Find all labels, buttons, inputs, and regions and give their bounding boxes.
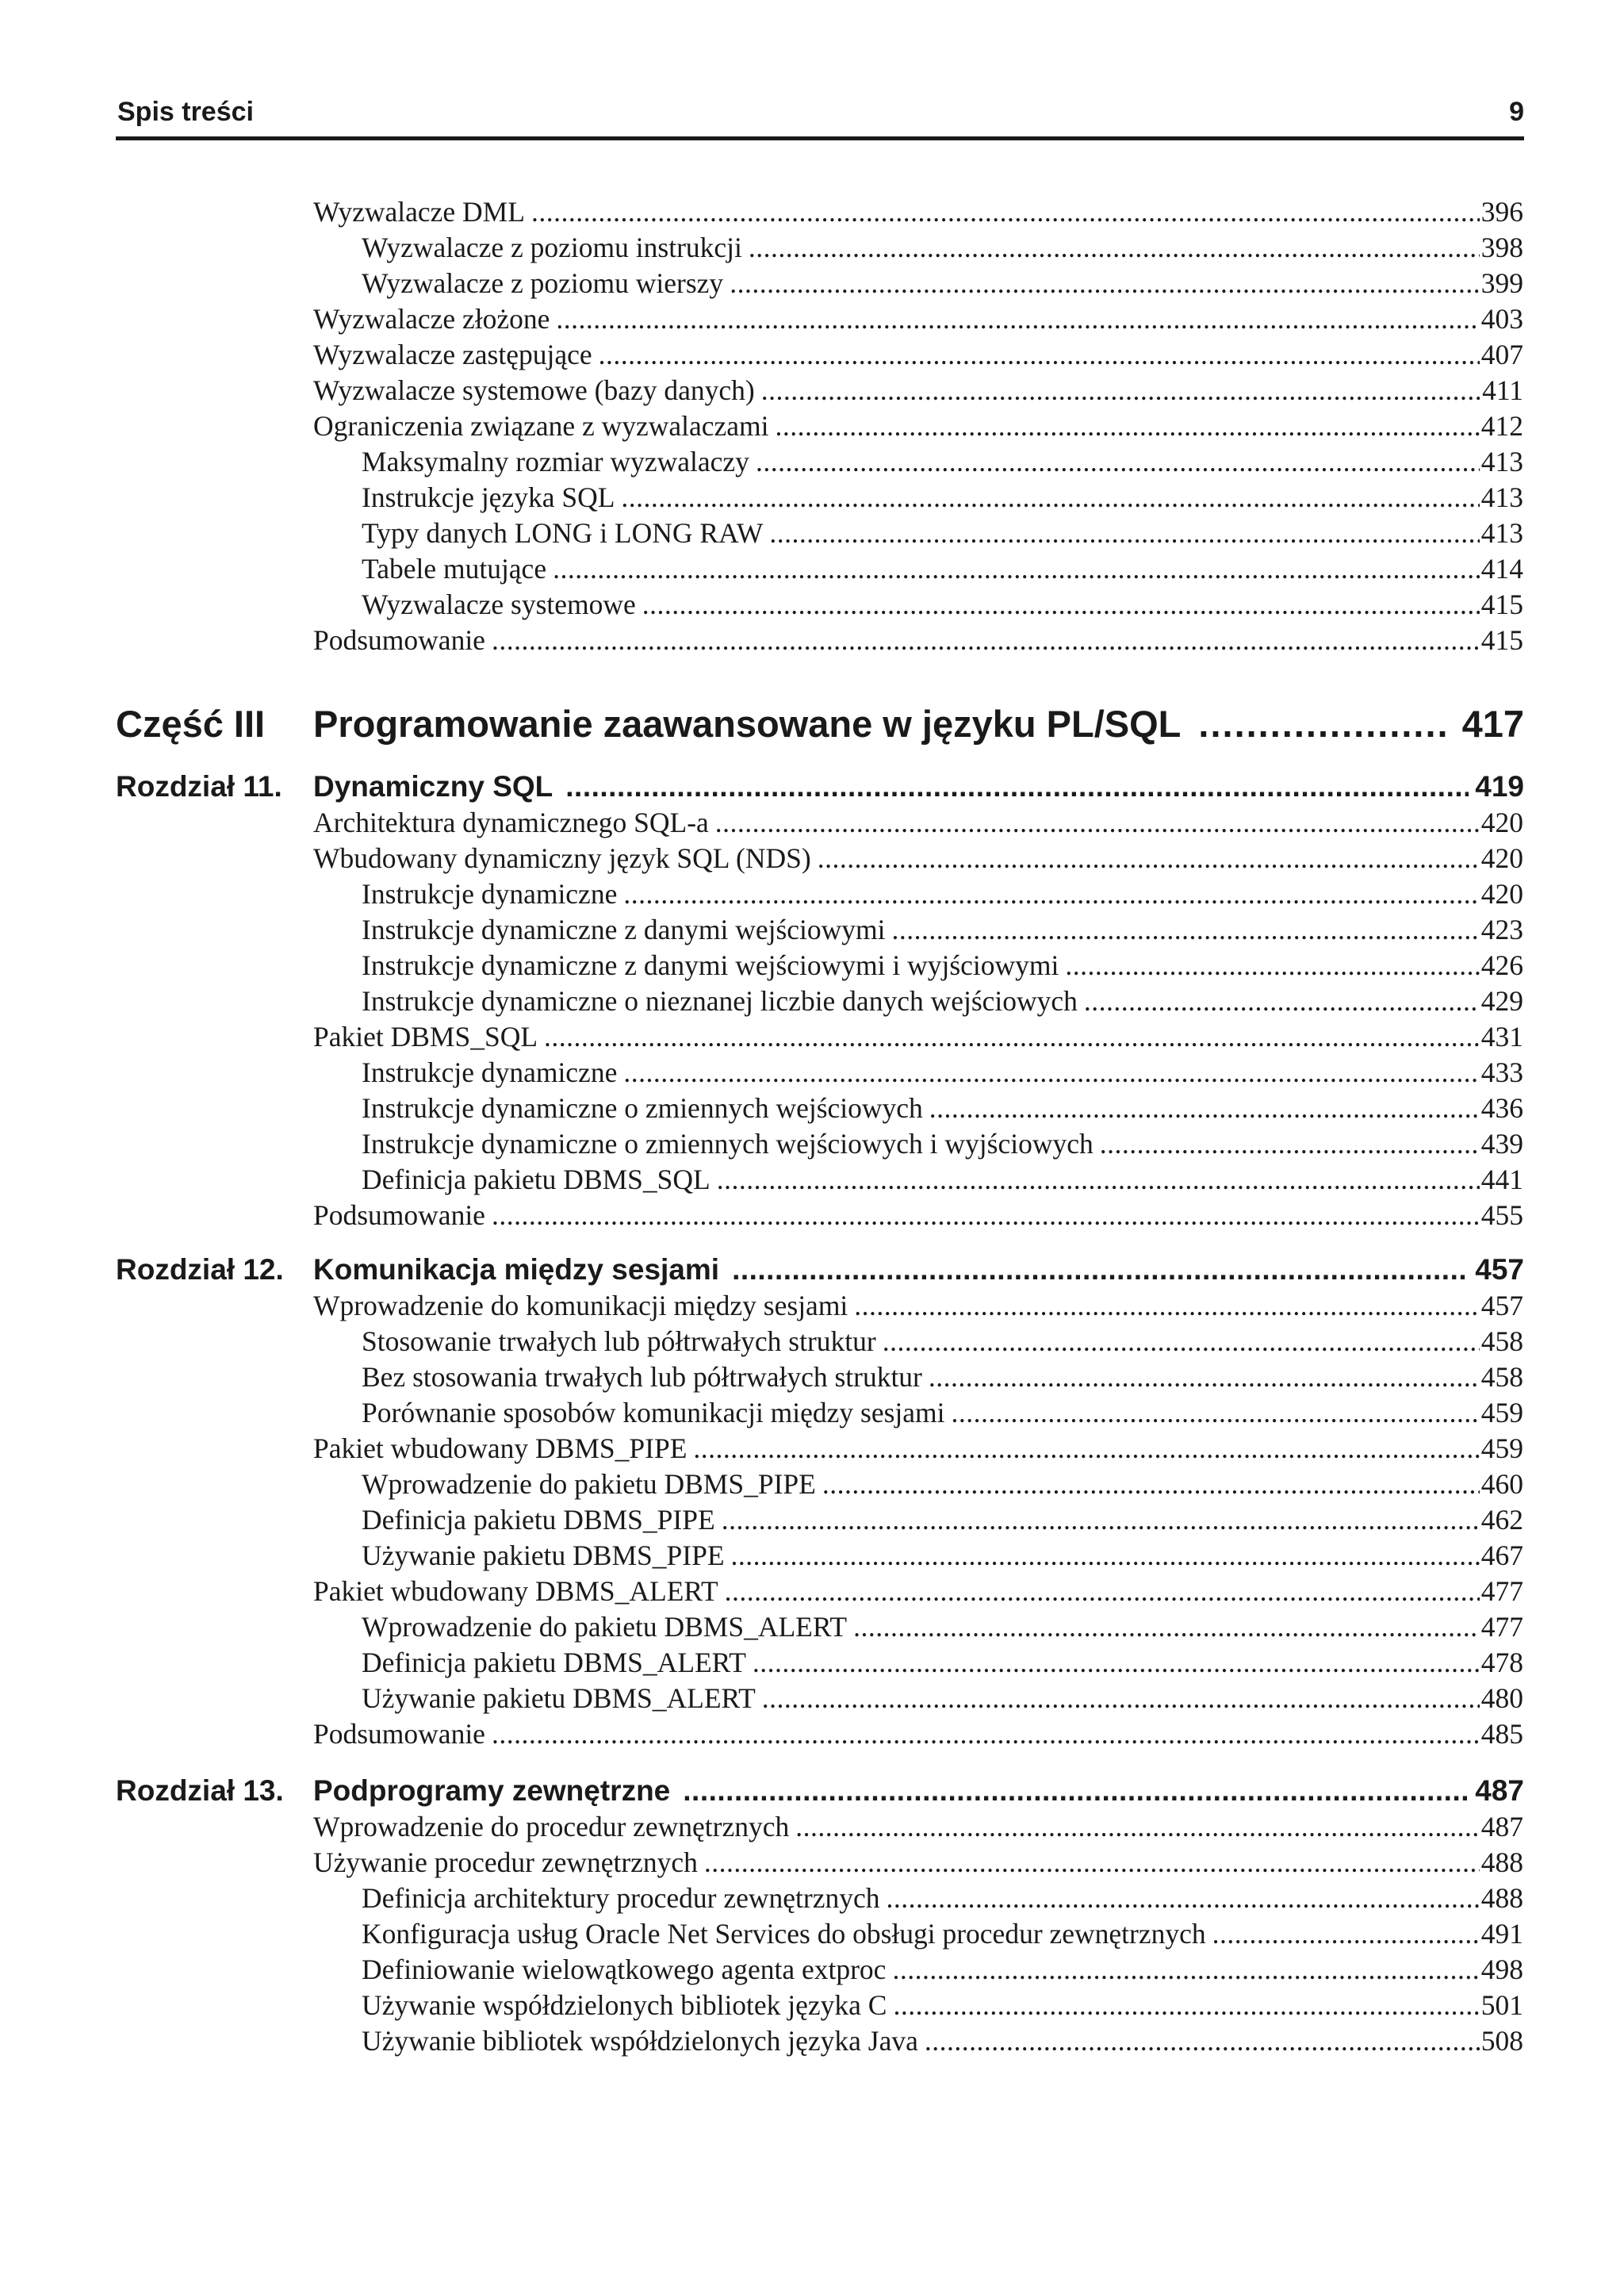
toc-entry: Używanie współdzielonych bibliotek języka C ..... 501 — [362, 1988, 1523, 2023]
toc-entry: Pakiet wbudowany DBMS_ALERT ..... 477 — [313, 1574, 1523, 1609]
toc-entry: Definicja pakietu DBMS_PIPE ..... 462 — [362, 1502, 1523, 1537]
toc-entry: Instrukcje dynamiczne ..... 433 — [362, 1055, 1523, 1090]
chapter-title: Dynamiczny SQL — [313, 770, 553, 803]
toc-entry: Wyzwalacze systemowe ..... 415 — [362, 587, 1523, 622]
toc-entry: Instrukcje dynamiczne ..... 420 — [362, 876, 1523, 911]
toc-entry: Instrukcje dynamiczne o zmiennych wejściowych ..... 436 — [362, 1091, 1523, 1125]
toc-entry: Maksymalny rozmiar wyzwalaczy ..... 413 — [362, 444, 1523, 479]
part-label: Część III — [116, 703, 266, 745]
chapter-page: 457 — [1475, 1253, 1524, 1286]
toc-entry: Definicja architektury procedur zewnętrznych ..... 488 — [362, 1881, 1523, 1915]
toc-entry: Ograniczenia związane z wyzwalaczami ..... 412 — [313, 408, 1523, 443]
toc-entry: Wyzwalacze z poziomu instrukcji ..... 398 — [362, 230, 1523, 265]
toc-entry: Pakiet DBMS_SQL ..... 431 — [313, 1019, 1523, 1054]
toc-chapter-heading — [116, 1251, 1524, 1289]
toc-entry: Bez stosowania trwałych lub półtrwałych struktur ..... 458 — [362, 1359, 1523, 1394]
toc-entry: Instrukcje dynamiczne z danymi wejściowymi i wyjściowymi ..... 426 — [362, 948, 1523, 983]
toc-entry: Wprowadzenie do procedur zewnętrznych ..... 487 — [313, 1809, 1523, 1844]
toc-entry: Wbudowany dynamiczny język SQL (NDS) ..... 420 — [313, 841, 1523, 876]
toc-entry: Architektura dynamicznego SQL-a ..... 420 — [313, 805, 1523, 840]
toc-entry: Wprowadzenie do pakietu DBMS_PIPE ..... 460 — [362, 1467, 1523, 1501]
toc-entry: Porównanie sposobów komunikacji między sesjami ..... 459 — [362, 1395, 1523, 1430]
toc-entry: Używanie pakietu DBMS_PIPE ..... 467 — [362, 1538, 1523, 1573]
toc-entry: Wyzwalacze DML ..... 396 — [313, 194, 1523, 229]
chapter-label: Rozdział 12. — [116, 1253, 284, 1286]
chapter-page: 487 — [1475, 1774, 1524, 1807]
toc-entry: Konfiguracja usług Oracle Net Services do obsługi procedur zewnętrznych ..... 491 — [362, 1916, 1523, 1951]
page-header — [116, 94, 1524, 140]
toc-entry: Definiowanie wielowątkowego agenta extproc ..... 498 — [362, 1952, 1523, 1987]
toc-entry: Instrukcje dynamiczne o zmiennych wejściowych i wyjściowych ..... 439 — [362, 1126, 1523, 1161]
toc-entry: Wyzwalacze systemowe (bazy danych) ..... 411 — [313, 373, 1523, 408]
toc-entry: Używanie procedur zewnętrznych ..... 488 — [313, 1845, 1523, 1880]
part-title: Programowanie zaawansowane w języku PL/SQL — [313, 703, 1182, 745]
toc-chapter-heading — [116, 1772, 1524, 1810]
chapter-page: 419 — [1475, 770, 1524, 803]
toc-entry: Stosowanie trwałych lub półtrwałych struktur ..... 458 — [362, 1324, 1523, 1359]
toc-chapter-heading — [116, 768, 1524, 806]
toc-entry: Definicja pakietu DBMS_SQL ..... 441 — [362, 1162, 1523, 1197]
toc-entry: Instrukcje dynamiczne o nieznanej liczbie danych wejściowych ..... 429 — [362, 984, 1523, 1018]
chapter-label: Rozdział 13. — [116, 1774, 284, 1807]
toc-entry: Instrukcje dynamiczne z danymi wejściowymi ..... 423 — [362, 912, 1523, 947]
toc-entry: Tabele mutujące ..... 414 — [362, 551, 1523, 586]
toc-entry: Pakiet wbudowany DBMS_PIPE ..... 459 — [313, 1431, 1523, 1466]
toc-entry: Używanie bibliotek współdzielonych języka Java ..... 508 — [362, 2023, 1523, 2058]
chapter-title: Podprogramy zewnętrzne — [313, 1774, 671, 1807]
running-header-page-number: 9 — [1509, 97, 1524, 127]
chapter-label: Rozdział 11. — [116, 770, 282, 803]
chapter-title: Komunikacja między sesjami — [313, 1253, 720, 1286]
toc-entry: Wyzwalacze złożone ..... 403 — [313, 301, 1523, 336]
toc-entry: Typy danych LONG i LONG RAW ..... 413 — [362, 516, 1523, 550]
part-page: 417 — [1461, 703, 1524, 745]
running-header-title: Spis treści — [117, 97, 254, 127]
toc-entry: Wyzwalacze z poziomu wierszy ..... 399 — [362, 266, 1523, 301]
toc-entry: Wprowadzenie do komunikacji między sesjami ..... 457 — [313, 1288, 1523, 1323]
toc-entry: Definicja pakietu DBMS_ALERT ..... 478 — [362, 1645, 1523, 1680]
toc-entry: Podsumowanie ..... 455 — [313, 1198, 1523, 1233]
toc-entry: Wyzwalacze zastępujące ..... 407 — [313, 337, 1523, 372]
toc-entry: Podsumowanie ..... 415 — [313, 623, 1523, 658]
toc-entry: Wprowadzenie do pakietu DBMS_ALERT ..... 477 — [362, 1609, 1523, 1644]
toc-entry: Instrukcje języka SQL ..... 413 — [362, 480, 1523, 515]
toc-entry: Podsumowanie ..... 485 — [313, 1716, 1523, 1751]
toc-entry: Używanie pakietu DBMS_ALERT ..... 480 — [362, 1681, 1523, 1716]
toc-part-heading — [116, 700, 1524, 748]
